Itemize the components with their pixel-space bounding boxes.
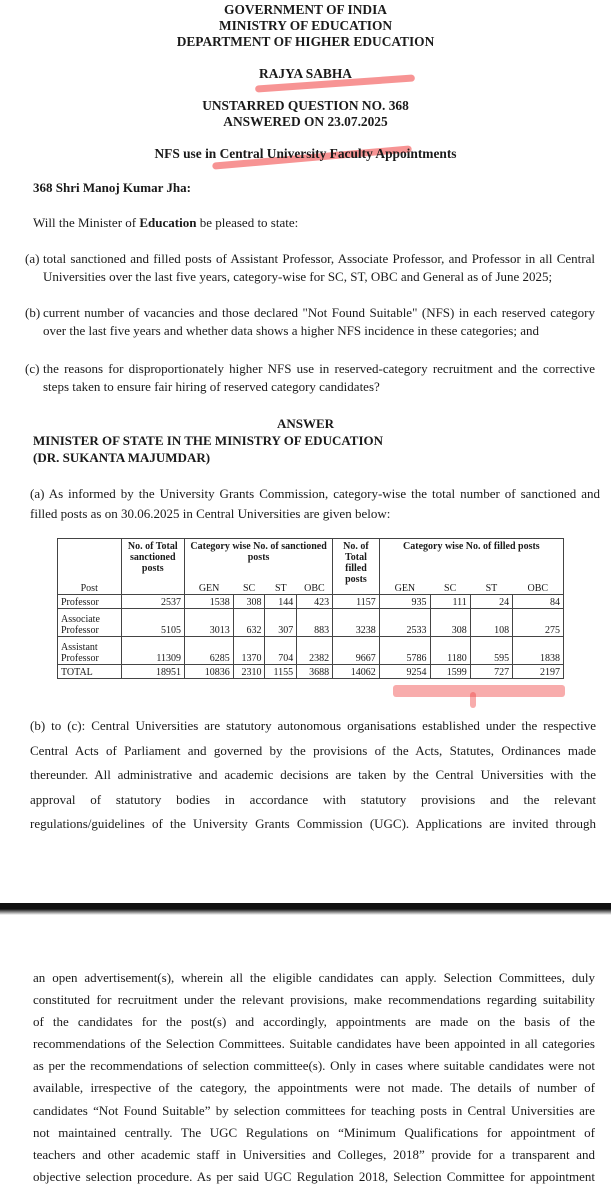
- para-line: objective selection procedure. As per said UGC Regulation 2018, Selection Committee for appointment: [33, 1168, 595, 1184]
- cell: 2382: [297, 637, 333, 665]
- minister-line-1: MINISTER OF STATE IN THE MINISTRY OF EDUCATION: [33, 433, 383, 448]
- para-line: not maintained centrally. The UGC Regulations on “Minimum Qualifications for appointment of: [33, 1124, 595, 1140]
- cell: 2537: [121, 595, 185, 609]
- para-line: Central Acts of Parliament and governed by the provisions of the Acts, Statutes, Ordinances made: [30, 742, 596, 758]
- question-a: (a) total sanctioned and filled posts of Assistant Professor, Associate Professor, and Professor in all Central Universities over the last five years, category-wise for SC, ST, OBC and General as of June 2025;: [25, 251, 595, 284]
- cell: 1370: [233, 637, 265, 665]
- row-post: TOTAL: [58, 665, 122, 679]
- table-row: [58, 595, 564, 609]
- col-post: Post: [58, 583, 122, 595]
- house-heading: RAJYA SABHA: [259, 66, 352, 81]
- cell: 5786: [379, 637, 430, 665]
- page-separator: [0, 900, 611, 915]
- answer-a-paragraph: (a) As informed by the University Grants Commission, category-wise the total number of sanctioned and filled posts as on 30.06.2025 in Central Universities are given below:: [30, 486, 600, 521]
- cell: 423: [297, 595, 333, 609]
- table-row: [58, 609, 564, 637]
- para-line: candidates “Not Found Suitable” by selection committees for teaching posts in Central Universities are: [33, 1102, 595, 1118]
- cell: 1838: [513, 637, 564, 665]
- subject-heading: NFS use in Central University Faculty Appointments: [154, 146, 457, 161]
- cell: 1538: [185, 595, 234, 609]
- cell: 3013: [185, 609, 234, 637]
- cell: 14062: [333, 665, 380, 679]
- para-line: an open advertisement(s), wherein all the eligible candidates can apply. Selection Committees, duly: [33, 970, 595, 985]
- sub-obc: OBC: [513, 583, 564, 595]
- cell: 144: [265, 595, 297, 609]
- table-corner: [58, 539, 122, 583]
- cell: 2533: [379, 609, 430, 637]
- answer-bc-paragraph: [30, 714, 596, 837]
- cell: 1155: [265, 665, 297, 679]
- cell: 307: [265, 609, 297, 637]
- para-line: recommendations of the Selection Committees. Suitable candidates have been appointed in all categories: [33, 1036, 595, 1052]
- para-line: approval of statutory bodies in accordance with statutory provisions and the relevant: [30, 791, 596, 807]
- govt-heading: GOVERNMENT OF INDIA: [224, 2, 387, 17]
- cell: 5105: [121, 609, 185, 637]
- row-post: Assistant Professor: [58, 637, 122, 665]
- para-line: thereunder. All administrative and academic decisions are taken by the Central Universities with the: [30, 767, 596, 782]
- cell: 11309: [121, 637, 185, 665]
- question-number: UNSTARRED QUESTION NO. 368: [202, 98, 409, 113]
- cell: 1599: [430, 665, 470, 679]
- document-page-2: [0, 915, 611, 1200]
- cell: 935: [379, 595, 430, 609]
- cell: 3238: [333, 609, 380, 637]
- cell: 275: [513, 609, 564, 637]
- sub-gen: GEN: [185, 583, 234, 595]
- highlight-mark: [393, 685, 565, 697]
- question-b: (b) current number of vacancies and those declared "Not Found Suitable" (NFS) in each reserved category over the last five years and whether data shows a higher NFS incidence in these categories; and: [25, 305, 595, 338]
- cell: 108: [470, 609, 512, 637]
- row-post: Professor: [58, 595, 122, 609]
- cell: 883: [297, 609, 333, 637]
- sub-obc: OBC: [297, 583, 333, 595]
- asker-line: 368 Shri Manoj Kumar Jha:: [33, 180, 191, 195]
- cell: 727: [470, 665, 512, 679]
- cell: 6285: [185, 637, 234, 665]
- cell: 9667: [333, 637, 380, 665]
- highlight-mark: [470, 692, 476, 708]
- cell: 3688: [297, 665, 333, 679]
- posts-table: [57, 538, 564, 679]
- intro-line: Will the Minister of Education be pleased to state:: [33, 215, 299, 230]
- cell: 1157: [333, 595, 380, 609]
- para-line: of the candidates for the post(s) and accordingly, appointments are made on the basis of the: [33, 1014, 595, 1030]
- col-total-sanctioned: No. of Total sanctioned posts: [121, 539, 185, 595]
- para-line: as per the recommendations of selection committee(s). Only in cases where suitable candidates were not: [33, 1058, 595, 1074]
- cell: 308: [430, 609, 470, 637]
- cell: 111: [430, 595, 470, 609]
- cell: 308: [233, 595, 265, 609]
- cell: 18951: [121, 665, 185, 679]
- department-heading: DEPARTMENT OF HIGHER EDUCATION: [176, 34, 435, 49]
- answer-heading: ANSWER: [276, 416, 335, 431]
- cell: 84: [513, 595, 564, 609]
- para-line: teachers and other academic staff in Universities and Colleges, 2018” provide for a transparent and: [33, 1146, 595, 1162]
- cell: 2197: [513, 665, 564, 679]
- cell: 704: [265, 637, 297, 665]
- cell: 2310: [233, 665, 265, 679]
- para-line: regulations/guidelines of the University Grants Commission (UGC). Applications are invited through: [30, 816, 596, 831]
- para-line: constituted for recruitment under the relevant provisions, make recommendations regarding suitability: [33, 992, 595, 1008]
- cell: 9254: [379, 665, 430, 679]
- table-row: [58, 637, 564, 665]
- col-cat-filled: Category wise No. of filled posts: [379, 539, 563, 583]
- sub-sc: SC: [233, 583, 265, 595]
- cell: 24: [470, 595, 512, 609]
- cell: 1180: [430, 637, 470, 665]
- cell: 10836: [185, 665, 234, 679]
- ministry-heading: MINISTRY OF EDUCATION: [218, 18, 393, 33]
- sub-sc: SC: [430, 583, 470, 595]
- row-post: Associate Professor: [58, 609, 122, 637]
- sub-st: ST: [265, 583, 297, 595]
- para-line: (b) to (c): Central Universities are statutory autonomous organisations established under the respective: [30, 718, 596, 733]
- para-line: available, irrespective of the category, the appointments were not made. The details of number of: [33, 1080, 595, 1096]
- page2-paragraph: [33, 967, 595, 1188]
- sub-st: ST: [470, 583, 512, 595]
- col-cat-sanctioned: Category wise No. of sanctioned posts: [185, 539, 333, 583]
- col-total-filled: No. of Total filled posts: [333, 539, 380, 595]
- table-row-total: [58, 665, 564, 679]
- question-c: (c) the reasons for disproportionately higher NFS use in reserved-category recruitment and the corrective steps taken to ensure fair hiring of reserved category candidates?: [25, 361, 595, 394]
- answered-date: ANSWERED ON 23.07.2025: [223, 114, 388, 129]
- cell: 595: [470, 637, 512, 665]
- cell: 632: [233, 609, 265, 637]
- minister-line-2: (DR. SUKANTA MAJUMDAR): [33, 450, 211, 465]
- sub-gen: GEN: [379, 583, 430, 595]
